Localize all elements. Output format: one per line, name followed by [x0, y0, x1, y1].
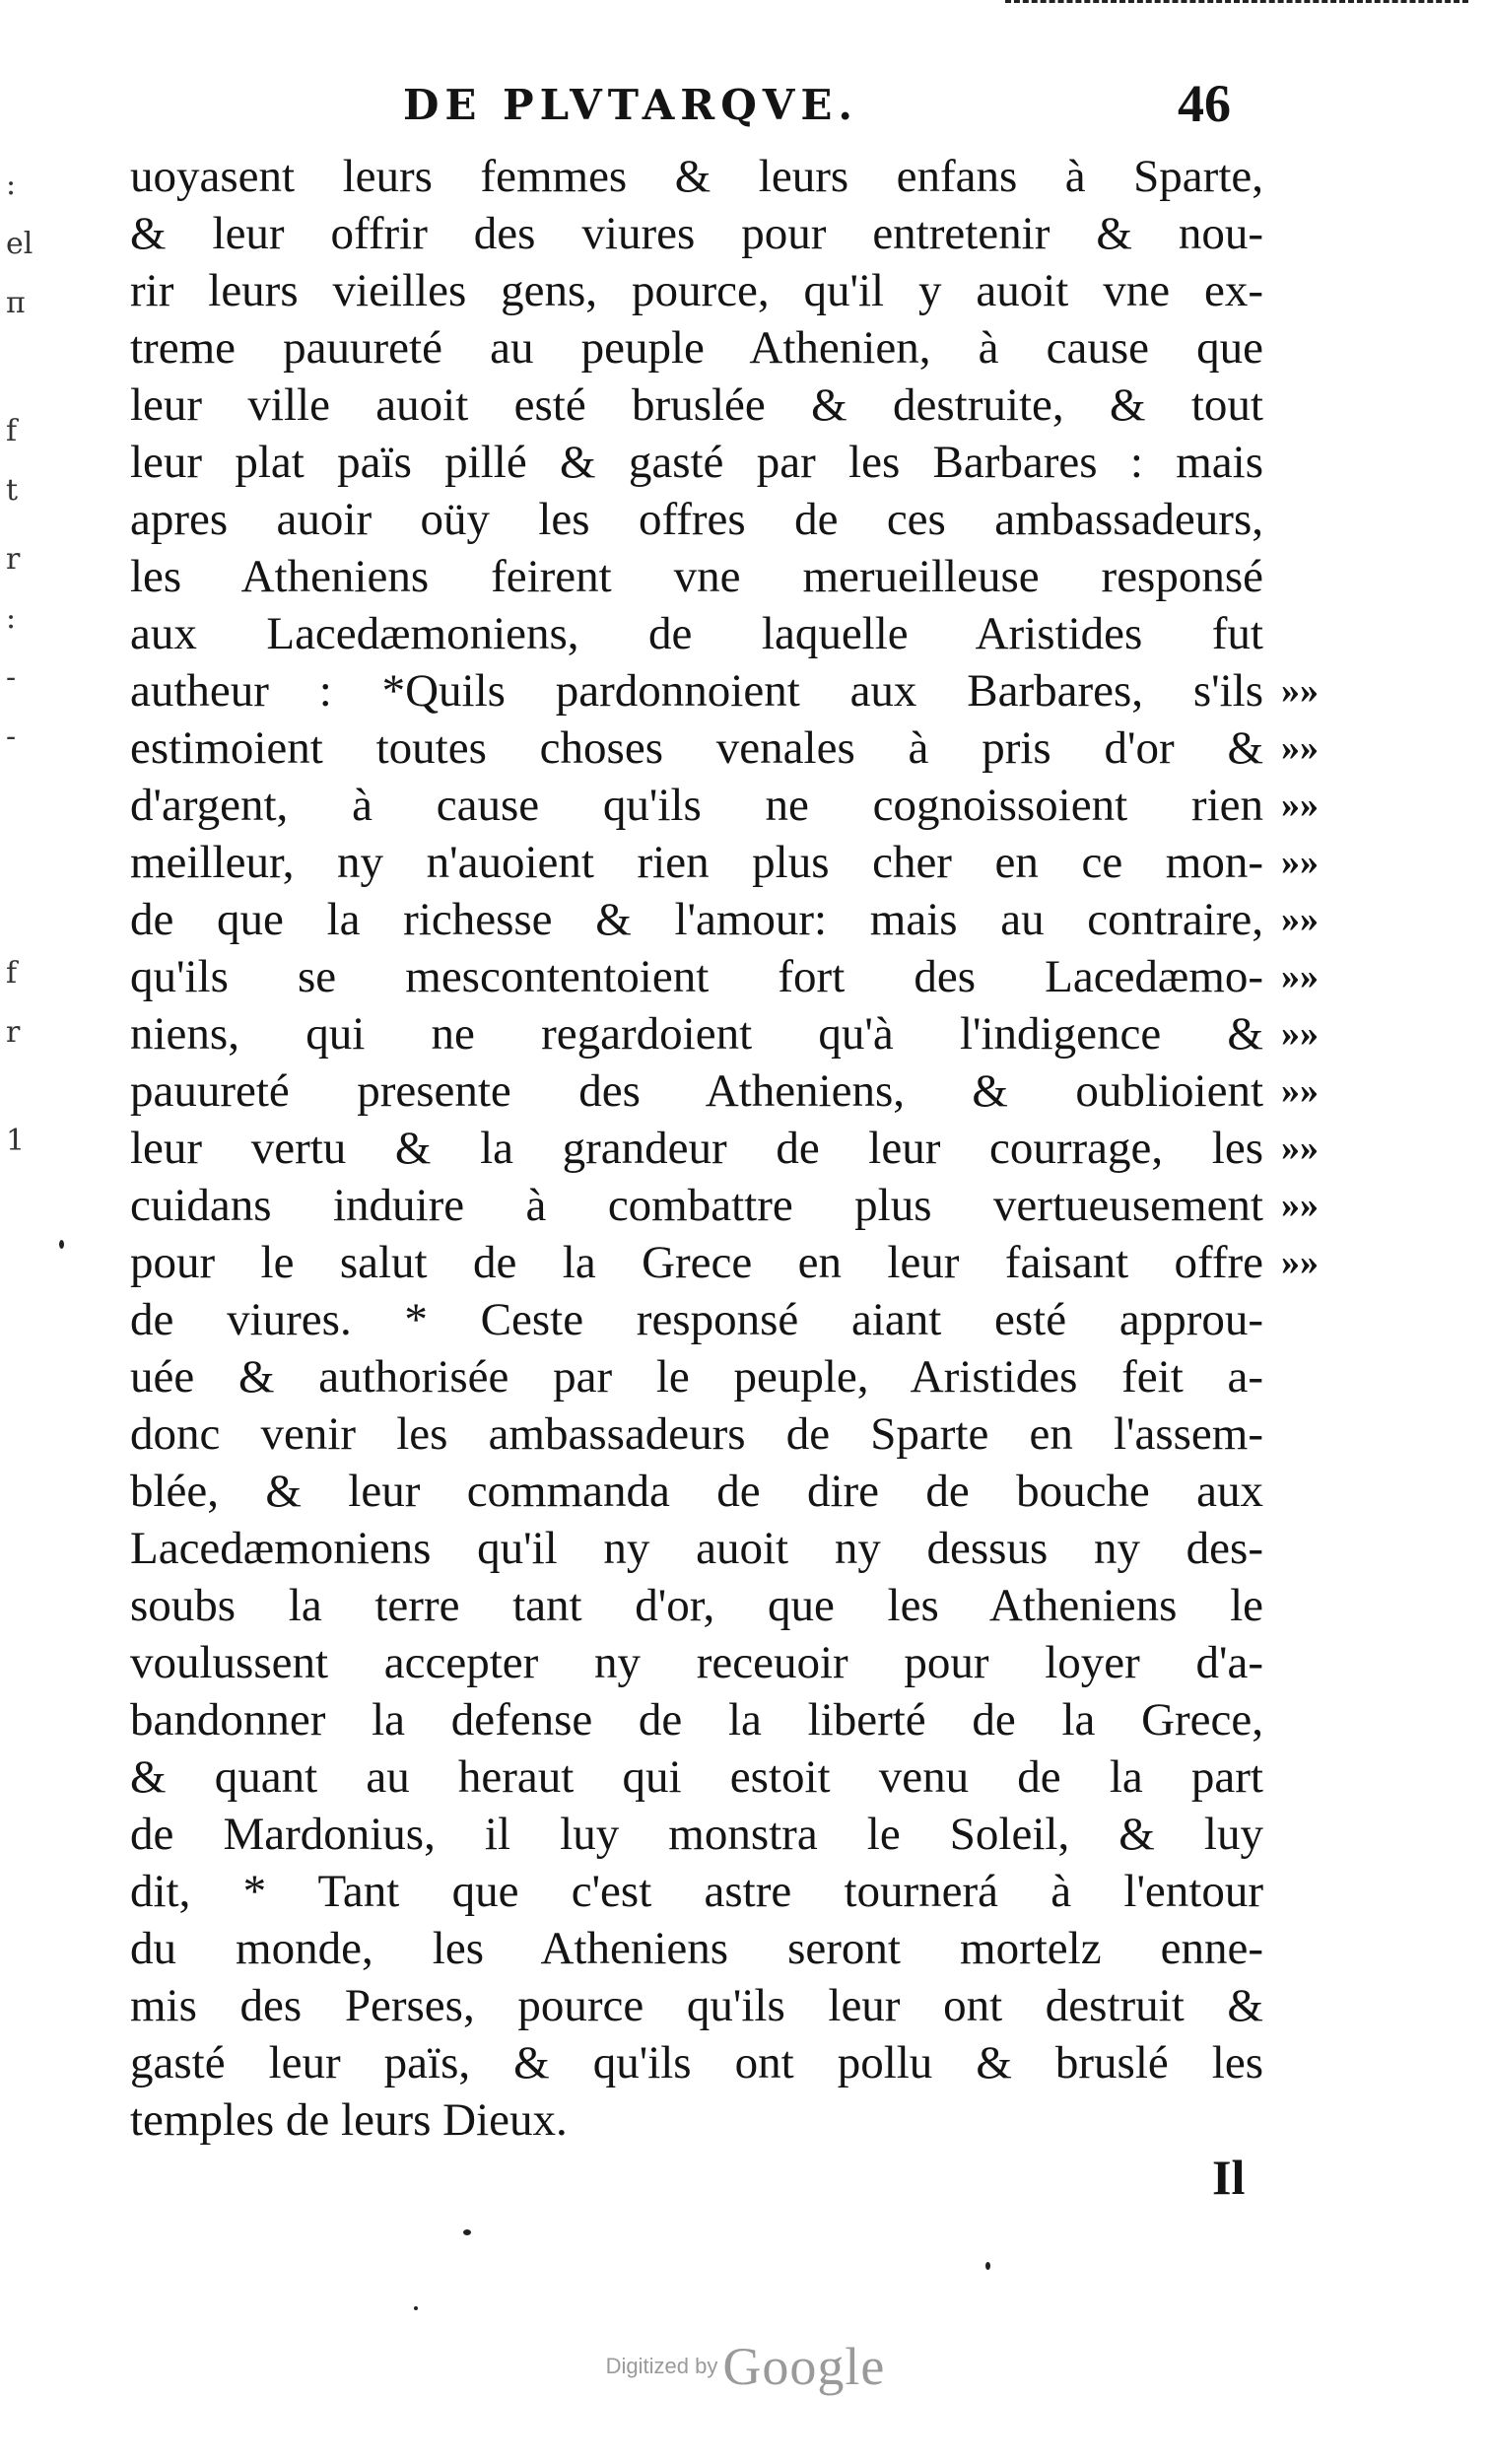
text-line: de Mardonius, il luy monstra le Soleil, & luy: [130, 1809, 1263, 1860]
body-text: [130, 148, 1263, 2149]
quote-mark: »»: [1281, 1242, 1319, 1283]
text-line: pour le salut de la Grece en leur faisant offre: [130, 1237, 1263, 1288]
ink-speck: [414, 2306, 418, 2310]
text-line: leur plat païs pillé & gasté par les Barbares : mais: [130, 437, 1263, 488]
text-line: gasté leur païs, & qu'ils ont pollu & bruslé les: [130, 2037, 1263, 2088]
margin-mark: -: [6, 660, 17, 695]
margin-mark: -: [6, 719, 17, 754]
text-line: Lacedæmoniens qu'il ny auoit ny dessus ny des-: [130, 1523, 1263, 1574]
digitization-watermark: [0, 2336, 1491, 2397]
margin-mark: t: [6, 473, 19, 508]
text-line: les Atheniens feirent vne merueilleuse responsé: [130, 551, 1263, 602]
margin-mark: f: [6, 414, 18, 448]
running-head: DE PLVTARQVE.: [402, 81, 859, 129]
google-logo-text: Google: [722, 2337, 886, 2396]
text-line: treme pauureté au peuple Athenien, à cause que: [130, 322, 1263, 374]
catchword: Il: [1212, 2150, 1246, 2205]
text-line: pauureté presente des Atheniens, & oublioient: [130, 1065, 1263, 1117]
text-line: du monde, les Atheniens seront mortelz enne-: [130, 1923, 1263, 1974]
top-edge-rule: [1005, 0, 1468, 9]
text-line: voulussent accepter ny receuoir pour loyer d'a-: [130, 1637, 1263, 1688]
text-line: apres auoir oüy les offres de ces ambassadeurs,: [130, 494, 1263, 545]
quote-mark: »»: [1281, 727, 1319, 769]
text-line: estimoient toutes choses venales à pris d'or &: [130, 722, 1263, 774]
margin-mark: f: [6, 956, 18, 991]
text-line: autheur : *Quils pardonnoient aux Barbares, s'ils: [130, 665, 1263, 717]
text-line: blée, & leur commanda de dire de bouche aux: [130, 1466, 1263, 1517]
page-number: 46: [1178, 74, 1231, 133]
quote-mark: »»: [1281, 1070, 1319, 1112]
text-line: uée & authorisée par le peuple, Aristides feit a-: [130, 1351, 1263, 1403]
ink-speck: [59, 1240, 64, 1249]
margin-mark: 1: [6, 1124, 26, 1158]
text-line: mis des Perses, pource qu'ils leur ont destruit &: [130, 1980, 1263, 2031]
text-line: & leur offrir des viures pour entretenir & nou-: [130, 208, 1263, 259]
text-line: aux Lacedæmoniens, de laquelle Aristides fut: [130, 608, 1263, 659]
text-line: de que la richesse & l'amour: mais au contraire,: [130, 894, 1263, 945]
text-line: donc venir les ambassadeurs de Sparte en l'assem-: [130, 1408, 1263, 1460]
quote-mark: »»: [1281, 1013, 1319, 1055]
margin-mark: el: [6, 227, 34, 261]
text-line: dit, * Tant que c'est astre tournerá à l'entour: [130, 1866, 1263, 1917]
quote-mark: »»: [1281, 899, 1319, 940]
text-line: bandonner la defense de la liberté de la Grece,: [130, 1694, 1263, 1745]
margin-mark: :: [6, 601, 17, 636]
text-line: qu'ils se mescontentoient fort des Lacedæmo-: [130, 951, 1263, 1002]
text-line: temples de leurs Dieux.: [130, 2094, 568, 2146]
text-line: & quant au heraut qui estoit venu de la part: [130, 1751, 1263, 1803]
text-line: leur vertu & la grandeur de leur courrage, les: [130, 1123, 1263, 1174]
left-margin-bleed: [0, 148, 39, 1232]
margin-mark: :: [6, 168, 17, 202]
quote-mark: »»: [1281, 1185, 1319, 1226]
ink-speck: [985, 2262, 990, 2270]
text-line: meilleur, ny n'auoient rien plus cher en ce mon-: [130, 837, 1263, 888]
margin-mark: π: [6, 286, 26, 320]
margin-mark: r: [6, 1015, 21, 1050]
margin-mark: r: [6, 542, 21, 577]
ink-speck: [463, 2229, 471, 2235]
quote-mark: »»: [1281, 1128, 1319, 1169]
digitized-by-label: Digitized by: [605, 2354, 718, 2378]
text-line: rir leurs vieilles gens, pource, qu'il y auoit vne ex-: [130, 265, 1263, 316]
text-line: uoyasent leurs femmes & leurs enfans à Sparte,: [130, 151, 1263, 202]
text-line: de viures. * Ceste responsé aiant esté approu-: [130, 1294, 1263, 1345]
quote-mark: »»: [1281, 956, 1319, 997]
text-line: niens, qui ne regardoient qu'à l'indigence &: [130, 1008, 1263, 1060]
quote-mark: »»: [1281, 842, 1319, 883]
text-line: soubs la terre tant d'or, que les Atheniens le: [130, 1580, 1263, 1631]
quote-mark: »»: [1281, 670, 1319, 712]
text-line: d'argent, à cause qu'ils ne cognoissoient rien: [130, 780, 1263, 831]
quote-mark: »»: [1281, 785, 1319, 826]
text-line: leur ville auoit esté bruslée & destruite, & tout: [130, 379, 1263, 431]
text-line: cuidans induire à combattre plus vertueusement: [130, 1180, 1263, 1231]
